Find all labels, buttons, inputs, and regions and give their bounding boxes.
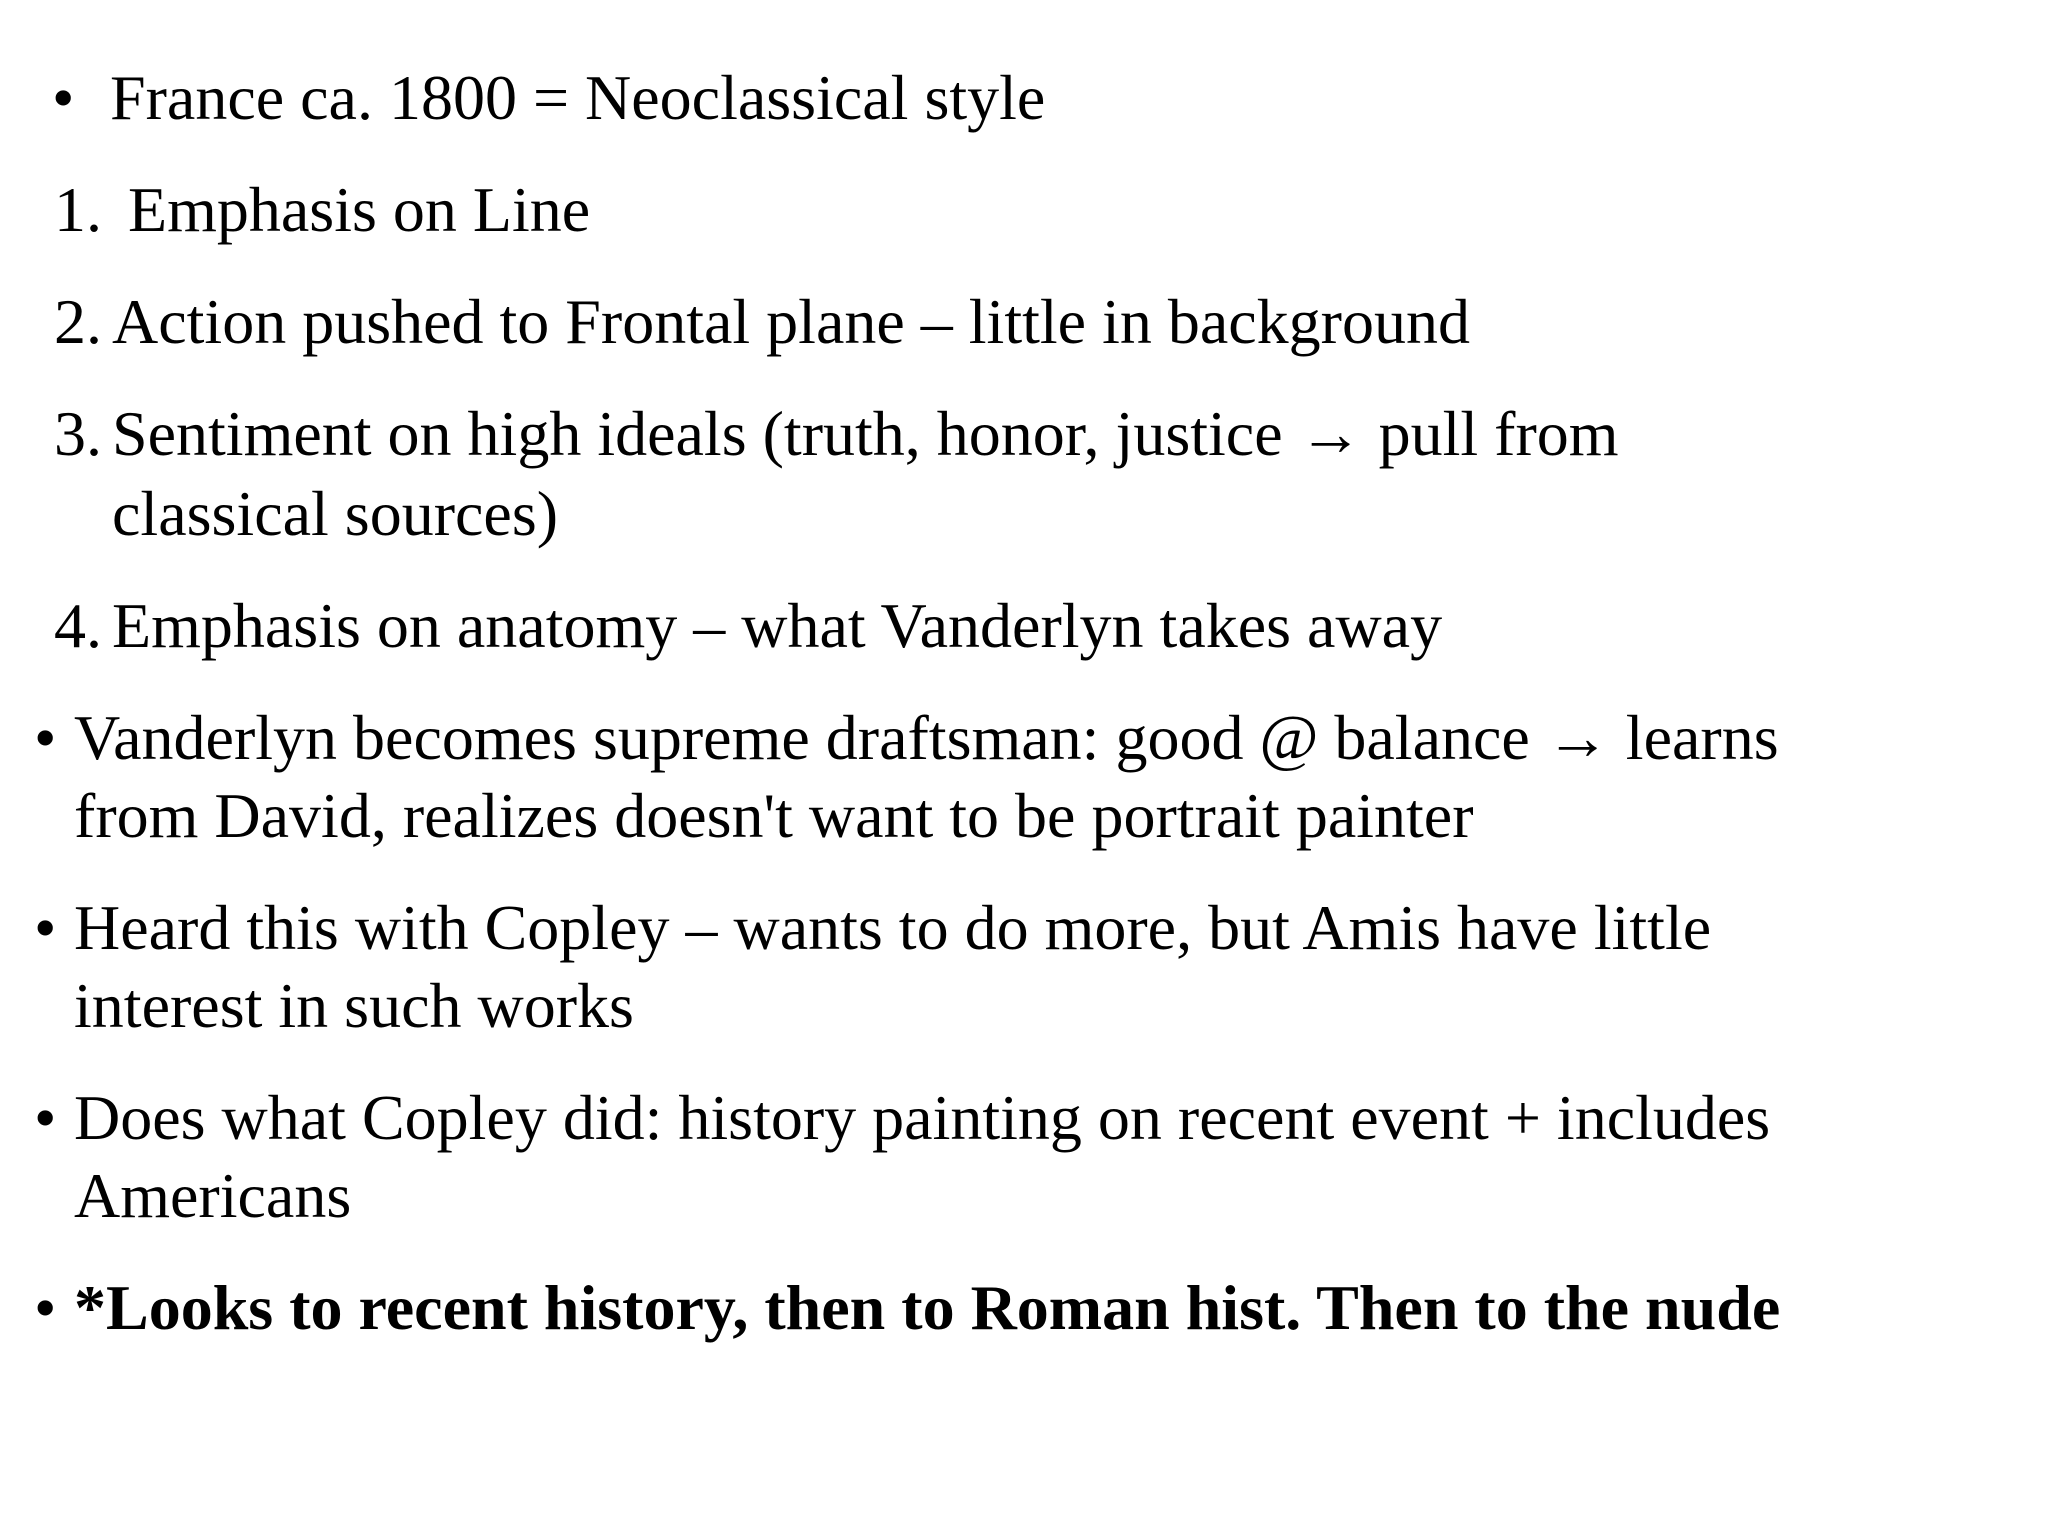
bullet-text-continued: interest in such works (74, 970, 634, 1041)
bullet-marker: • (34, 1272, 57, 1343)
numbered-item-number: 3. (54, 398, 102, 469)
numbered-item-text-continued: classical sources) (112, 478, 559, 549)
bullet-marker: • (34, 702, 57, 773)
numbered-item-text: Action pushed to Frontal plane – little in background (112, 286, 1470, 357)
bullet-marker: • (34, 892, 57, 963)
bullet-text: Vanderlyn becomes supreme draftsman: good @ balance → learns (74, 702, 1779, 773)
bullet-text-continued: from David, realizes doesn't want to be portrait painter (74, 780, 1474, 851)
bullet-text: Heard this with Copley – wants to do more, but Amis have little (74, 892, 1712, 963)
numbered-item-number: 2. (54, 286, 102, 357)
intro-bullet-text: France ca. 1800 = Neoclassical style (110, 62, 1046, 133)
numbered-item-text: Sentiment on high ideals (truth, honor, justice → pull from (112, 398, 1619, 469)
bullet-text: Does what Copley did: history painting on recent event + includes (74, 1082, 1771, 1153)
numbered-item-number: 1. (54, 174, 102, 245)
numbered-item-text: Emphasis on anatomy – what Vanderlyn takes away (112, 590, 1443, 661)
numbered-item-number: 4. (54, 590, 102, 661)
bullet-marker: • (52, 62, 75, 133)
emphasis-bullet-text: *Looks to recent history, then to Roman hist. Then to the nude (74, 1272, 1781, 1343)
bullet-marker: • (34, 1082, 57, 1153)
bullet-text-continued: Americans (74, 1160, 352, 1231)
numbered-item-text: Emphasis on Line (128, 174, 591, 245)
